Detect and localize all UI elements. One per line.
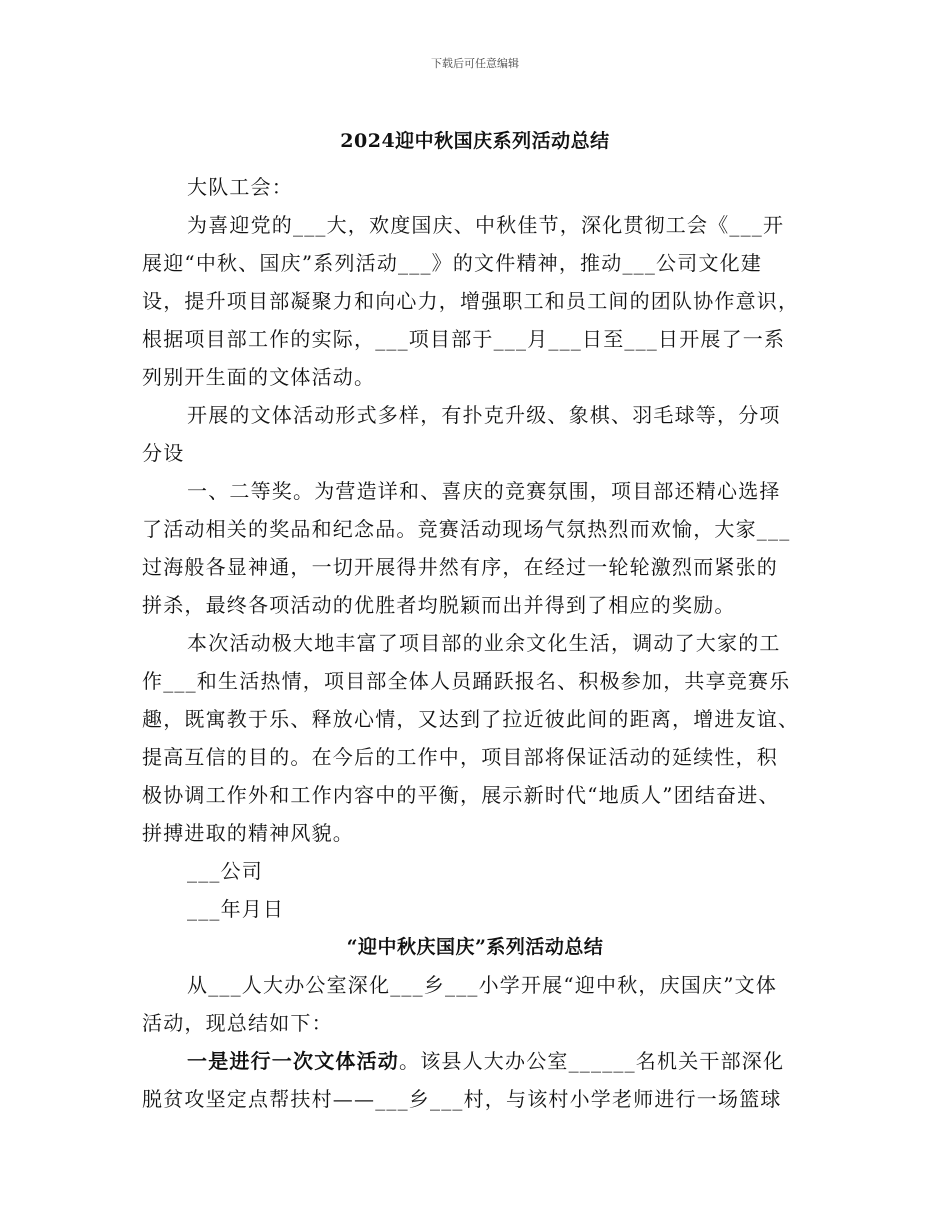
paragraph-line: 过海般各显神通，一切开展得井然有序，在经过一轮轮激烈而紧张的	[142, 555, 778, 579]
paragraph-line: 开展的文体活动形式多样，有扑克升级、象棋、羽毛球等，分项	[187, 403, 781, 427]
paragraph-line: 活动，现总结如下：	[142, 1011, 333, 1035]
paragraph-line: 分设	[142, 441, 185, 465]
paragraph-line	[187, 1047, 784, 1075]
section-title: “迎中秋庆国庆”系列活动总结	[346, 936, 604, 958]
paragraph-line: 趣，既寓教于乐、释放心情，又达到了拉近彼此间的距离，增进友谊、	[142, 707, 800, 731]
paragraph-line: 为喜迎党的___大，欢度国庆、中秋佳节，深化贯彻工会《___开	[187, 213, 785, 237]
paragraph-line: 脱贫攻坚定点帮扶村——___乡___村，与该村小学老师进行一场篮球	[142, 1087, 782, 1111]
paragraph-line: 展迎“中秋、国庆”系列活动___》的文件精神，推动___公司文化建	[142, 251, 763, 275]
paragraph-line: 从___人大办公室深化___乡___小学开展“迎中秋，庆国庆”文体	[187, 973, 778, 997]
header-note: 下载后可任意编辑	[431, 57, 519, 70]
paragraph-line: 根据项目部工作的实际，___项目部于___月___日至___日开展了一系	[142, 327, 786, 351]
paragraph-line: 本次活动极大地丰富了项目部的业余文化生活，调动了大家的工	[187, 631, 781, 655]
paragraph-text: 。该县人大办公室______名机关干部深化	[399, 1049, 785, 1073]
paragraph-line: 极协调工作外和工作内容中的平衡，展示新时代“地质人”团结奋进、	[142, 783, 780, 807]
signature-date: ___年月日	[187, 897, 285, 921]
document-title: 2024迎中秋国庆系列活动总结	[340, 130, 610, 152]
bold-lead-text: 一是进行一次文体活动	[187, 1049, 399, 1073]
paragraph-line: 设，提升项目部凝聚力和向心力，增强职工和员工间的团队协作意识，	[142, 289, 800, 313]
paragraph-line: 列别开生面的文体活动。	[142, 365, 376, 389]
paragraph-line: 拼搏进取的精神风貌。	[142, 821, 354, 845]
addressee: 大队工会：	[187, 175, 293, 199]
paragraph-line: 了活动相关的奖品和纪念品。竞赛活动现场气氛热烈而欢愉，大家___	[142, 517, 791, 541]
signature-company: ___公司	[187, 859, 263, 883]
paragraph-line: 作___和生活热情，项目部全体人员踊跃报名、积极参加，共享竞赛乐	[142, 669, 791, 693]
paragraph-line: 一、二等奖。为营造详和、喜庆的竞赛氛围，项目部还精心选择	[187, 479, 781, 503]
paragraph-line: 拼杀，最终各项活动的优胜者均脱颖而出并得到了相应的奖励。	[142, 593, 736, 617]
paragraph-line: 提高互信的目的。在今后的工作中，项目部将保证活动的延续性，积	[142, 745, 778, 769]
